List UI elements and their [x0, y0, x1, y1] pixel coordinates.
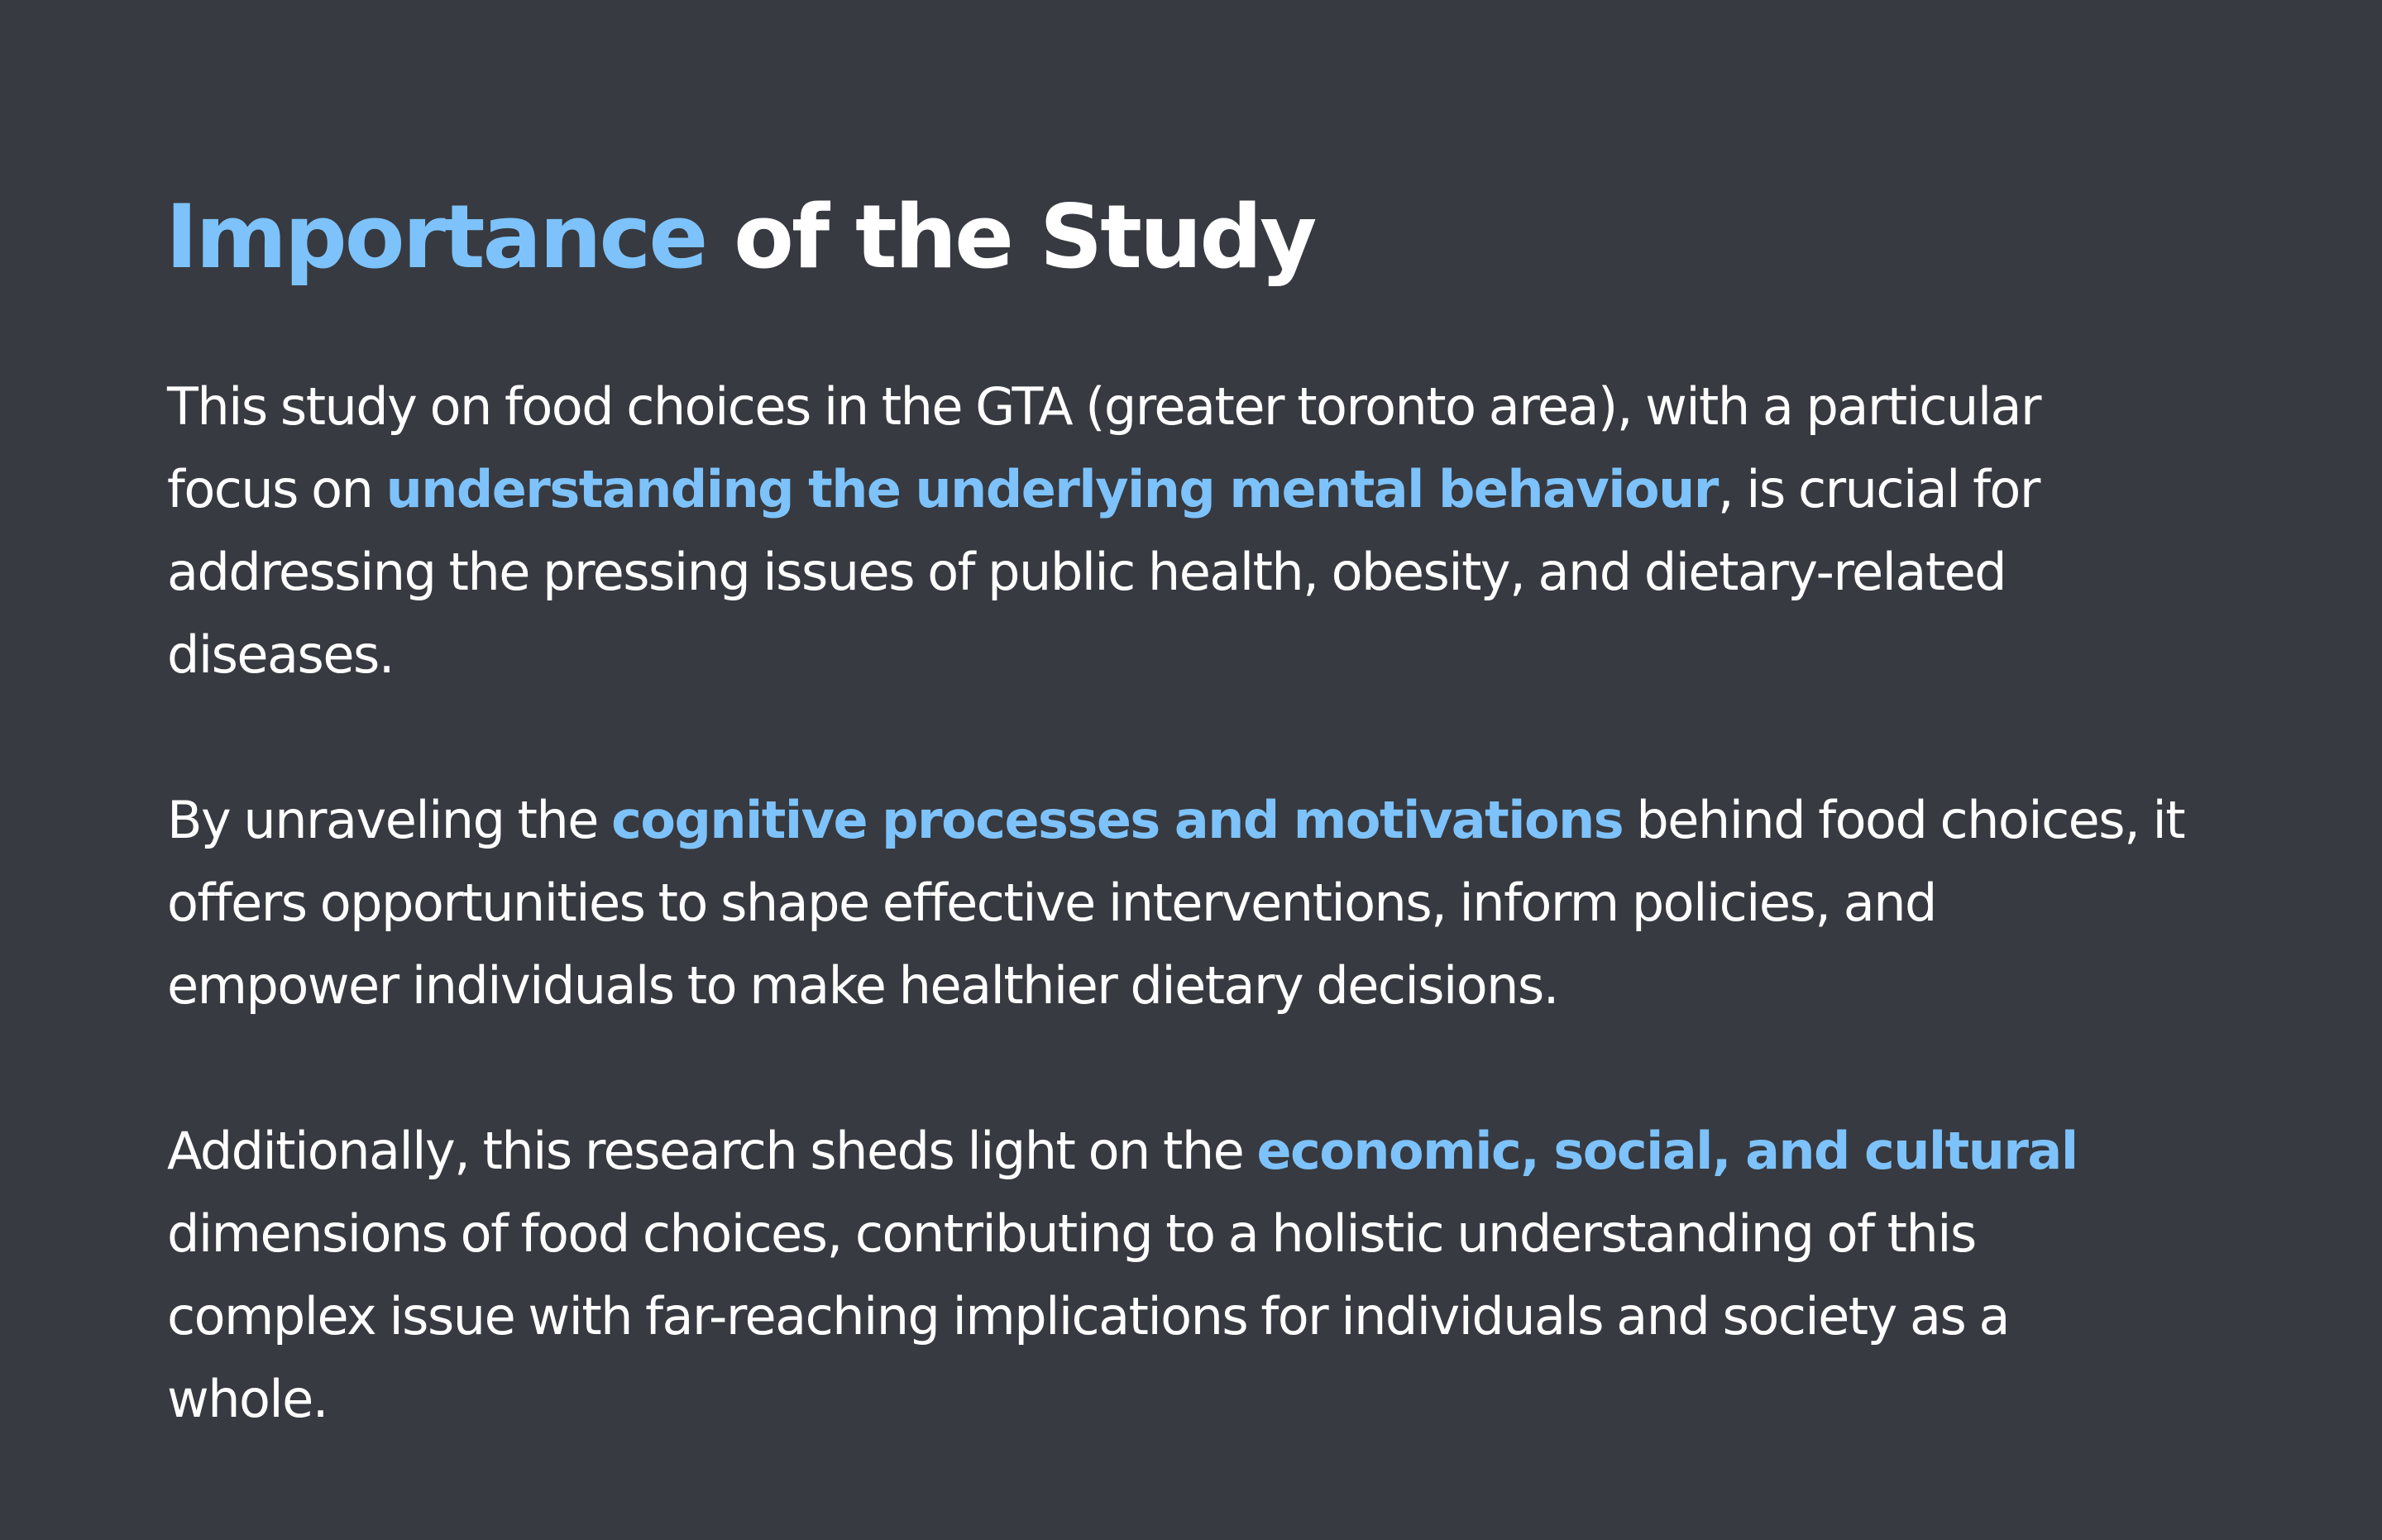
paragraph-line: [167, 779, 2185, 862]
text-span: addressing the pressing issues of public health, obesity, and dietary-related: [167, 542, 2007, 602]
highlight-text: economic, social, and cultural: [1256, 1121, 2078, 1181]
highlight-text: cognitive processes and motivations: [611, 790, 1624, 850]
text-span: By unraveling the: [167, 790, 612, 850]
paragraph-line: [167, 1358, 2185, 1441]
text-span: empower individuals to make healthier dietary decisions.: [167, 955, 1558, 1016]
text-span: This study on food choices in the GTA (greater toronto area), with a particular: [167, 376, 2041, 437]
text-span: complex issue with far-reaching implications for individuals and society as a: [167, 1286, 2010, 1346]
title-accent: Importance: [165, 186, 706, 288]
text-span: offers opportunities to shape effective interventions, inform policies, and: [167, 873, 1936, 933]
text-span: Additionally, this research sheds light on the: [167, 1121, 1257, 1181]
paragraph-line: [167, 531, 2185, 614]
title-rest: of the Study: [706, 186, 1315, 288]
paragraph-line: [167, 366, 2185, 448]
text-span: whole.: [167, 1369, 328, 1429]
text-span: diseases.: [167, 624, 394, 685]
text-span: dimensions of food choices, contributing to a holistic understanding of this: [167, 1203, 1976, 1264]
paragraph-line: [167, 1110, 2185, 1193]
page-title: [165, 184, 1314, 291]
paragraph-line: [167, 1275, 2185, 1358]
highlight-text: understanding the underlying mental behaviour: [385, 459, 1718, 519]
text-span: focus on: [167, 459, 386, 519]
paragraph-2: [167, 779, 2185, 1027]
paragraph-3: [167, 1110, 2185, 1441]
paragraph-line: [167, 945, 2185, 1027]
paragraph-line: [167, 448, 2185, 531]
text-span: , is crucial for: [1717, 459, 2040, 519]
paragraph-line: [167, 614, 2185, 696]
paragraph-line: [167, 1193, 2185, 1275]
text-span: behind food choices, it: [1623, 790, 2185, 850]
paragraph-line: [167, 862, 2185, 945]
body-content: [167, 366, 2185, 1523]
paragraph-1: [167, 366, 2185, 696]
